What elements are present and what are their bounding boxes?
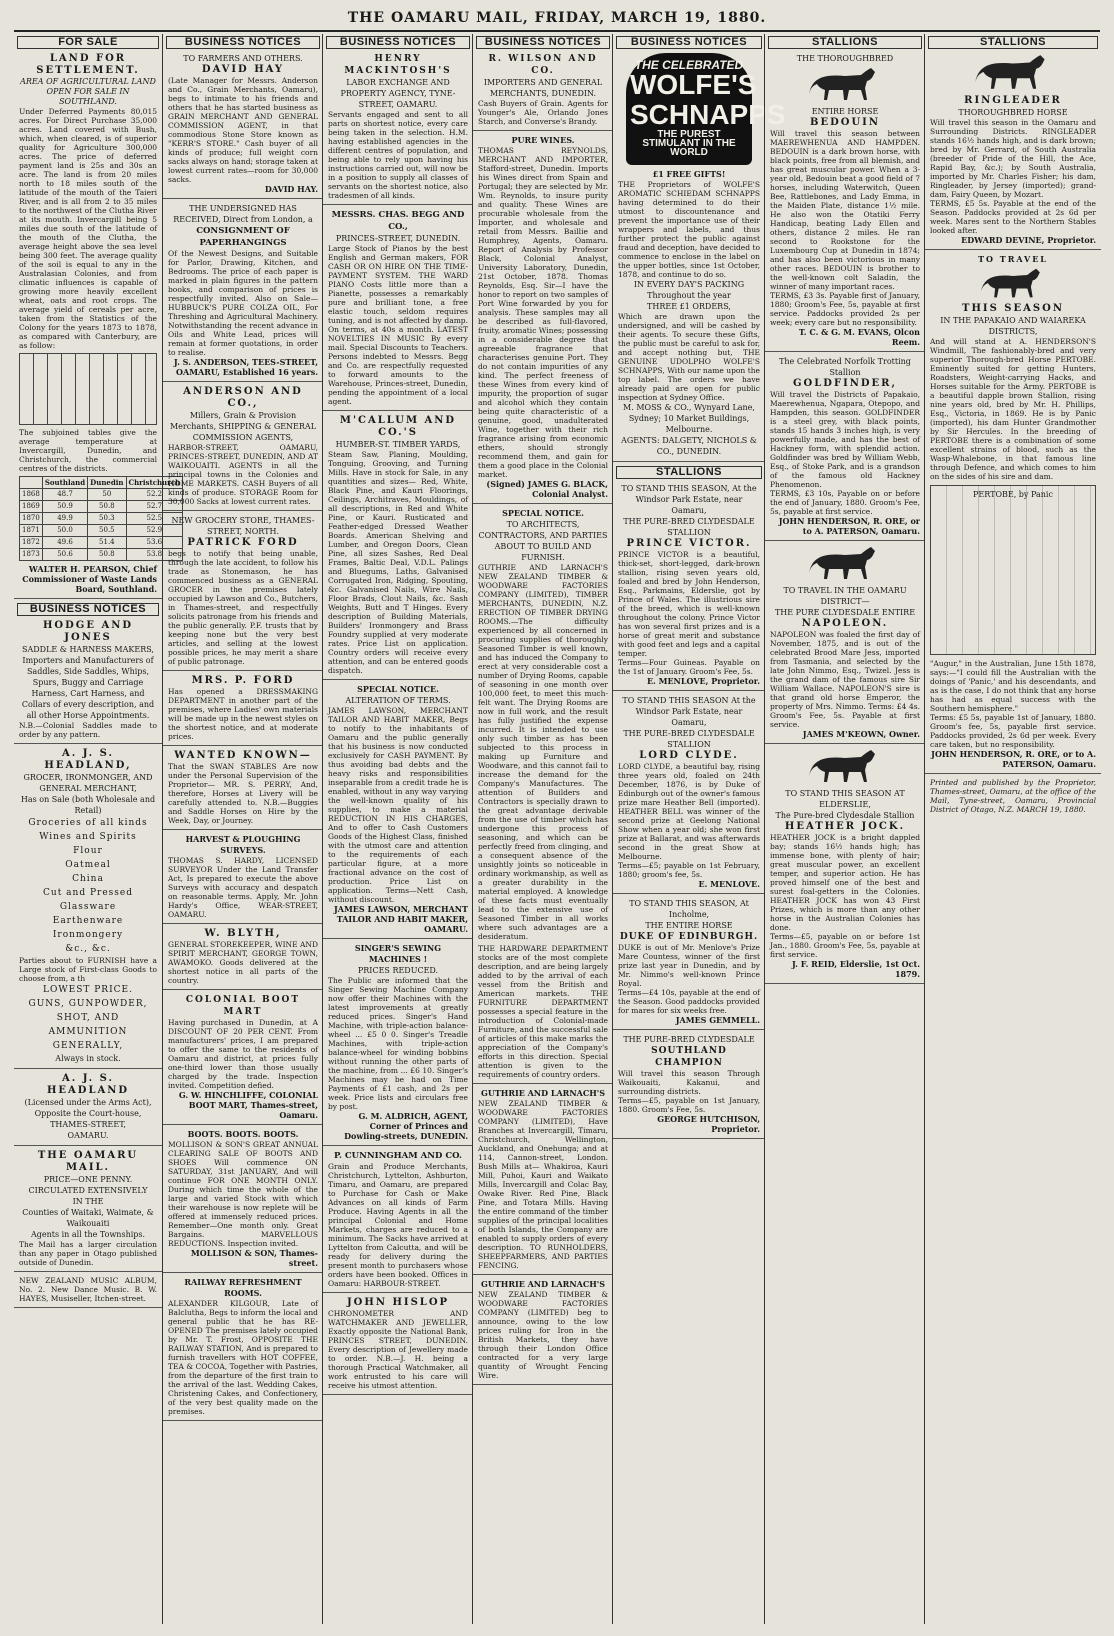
ad-title: RINGLEADER bbox=[964, 95, 1062, 106]
ad-title: BEDOUIN bbox=[810, 117, 880, 128]
ad-southland-champion bbox=[613, 1034, 765, 1139]
list-item: China bbox=[72, 874, 104, 884]
imprint: Printed and published by the Proprietor, Thames-street, Oamaru, at the office of the Mail, Tyne-street, Oamaru, Provincial District of Otago, N.Z. MARCH 19, 1880. bbox=[930, 778, 1096, 814]
ad-title: HODGE AND JONES bbox=[42, 620, 134, 643]
ad-land-settlement bbox=[14, 53, 181, 599]
table-cell: 53.6 bbox=[126, 537, 183, 549]
ad-lawson bbox=[323, 684, 473, 939]
ad-body: SADDLE & HARNESS MAKERS, Importers and Manufacturers of Saddles, Side Saddles, Whips, Spurs, Buggy and Carriage Harness, Cart Harness, and Collars of every description, and all other Horse Appointments. bbox=[21, 645, 155, 720]
ad-mrs-ford bbox=[163, 675, 323, 746]
ad-title: JOHN HISLOP bbox=[346, 1297, 450, 1308]
table-row bbox=[20, 537, 183, 549]
horse-icon bbox=[973, 267, 1053, 301]
ad-paperhangings bbox=[163, 203, 323, 382]
ad-body: "Augur," in the Australian, June 15th 1878, says:—"I could fill the Australian with the doings of 'Panic,' and his descendants, and as is the case, I do not think that any horse has had as equal success with the Southern hemisphere." bbox=[930, 659, 1096, 713]
ad-title: LAND FOR SETTLEMENT. bbox=[36, 53, 140, 76]
ad-emphasis: Always in stock. bbox=[55, 1054, 121, 1063]
column-stallions-2 bbox=[924, 34, 1101, 1624]
horse-icon bbox=[805, 66, 885, 104]
ad-lord-clyde bbox=[613, 695, 765, 894]
list-item: Agents in all the Townships. bbox=[30, 1230, 146, 1239]
yield-table-graphic bbox=[19, 353, 157, 425]
list-item: PRICE—ONE PENNY. bbox=[43, 1175, 133, 1184]
ad-pretitle: The Celebrated Norfolk Trotting Stallion bbox=[779, 357, 911, 377]
table-header: Dunedin bbox=[88, 477, 126, 489]
ad-body: HARBOR-STREET, OAMARU, PRINCES-STREET, DUNEDIN, AND AT WAIKOUAITI. AGENTS in all the principal towns in the Colonies and HOME MARKETS. CASH Buyers of all kinds of produce. STORAGE Room for 30,000 Sacks at lowest current rates. bbox=[168, 443, 318, 506]
ad-title: PURE WINES. bbox=[511, 135, 575, 145]
list-item: Flour bbox=[73, 846, 103, 856]
table-cell: 1871 bbox=[20, 525, 43, 537]
ad-body: THE HARDWARE DEPARTMENT stocks are of the most complete description, and are being largely added to by the arrival of each vessel from the British and American markets. THE FURNITURE DEPARTMENT possesses a special feature in the introduction of Colonial-made Furniture, and the successful sale of articles of this make marks the appreciation of the Company's efforts in this direction. Special attention is given to the requirements of country orders. bbox=[478, 944, 608, 1079]
column-stallions-1 bbox=[764, 34, 925, 1624]
ad-body: Will travel the Districts of Papakaio, Maerewhenua, Ngapara, Otepopo, and Hampden, this season. GOLDFINDER is a steel grey, with black points, stands 15 hands 3 inches high, is very powerfully made, and has the best of Hackney form, with splendid action. Goldfinder was bred by William Webb, Esq., of Stoke Park, and is a grandson of the famous old Hackney Phenomenon. bbox=[770, 390, 920, 489]
ad-pretitle: NEW GROCERY STORE, THAMES-STREET, NORTH. bbox=[171, 516, 315, 536]
banner-text: WOLFE'S SCHNAPPS bbox=[630, 69, 786, 130]
ad-body: HEATHER JOCK is a bright dappled bay; stands 16½ hands high; has immense bone, with plenty of hair; great muscular power, an excellent temper, and superior action. He has proved himself one of the best and surest foal-getters in the Colonies. HEATHER JOCK has won 43 First Prizes, which is more than any other horse in the Australian Colonies has done. bbox=[770, 833, 920, 932]
table-cell: 50.6 bbox=[42, 549, 87, 561]
ad-subtitle: PRICES REDUCED. bbox=[357, 966, 439, 975]
ad-pertobe bbox=[925, 254, 1101, 774]
ad-title: THIS SEASON bbox=[962, 303, 1064, 314]
ad-title: BOOTS. BOOTS. BOOTS. bbox=[187, 1129, 299, 1139]
ad-body: Under Deferred Payments 80,015 acres. For Direct Purchase 35,000 acres. Land covered with Bush, which, when cleared, is of superior quality for Agriculture 300,000 acres. The price of deferred payment land is 25s and 30s an acre. The land is from 20 miles north to 18 miles south of the latitude of the mouth of the Taieri River, and is all from 2 to 35 miles to the northwest of the Clutha River at its mouth. Invercargill being 5 miles due south of the latitude of the mouth of the Clutha, the average height above the sea level being 300 feet. The average quality of the soil is equal to any in the Australasian Colonies, and from climatic influences is capable of growing more heavily excellent wheat, oats and root crops. The average yield of cereals per acre, taken from the Statistics of the Colony for the years 1873 to 1878, as compared with Canterbury, are as follow: bbox=[19, 107, 157, 350]
masthead-rule bbox=[14, 30, 1100, 32]
ad-pretitle: TO STAND THIS SEASON, At the Windsor Park Estate, near Oamaru, bbox=[621, 484, 757, 515]
ad-title: MRS. P. FORD bbox=[191, 675, 295, 686]
list-item: THAMES-STREET, bbox=[50, 1120, 126, 1129]
ad-subtitle: AREA OF AGRICULTURAL LAND OPEN FOR SALE IN SOUTHLAND. bbox=[20, 77, 156, 106]
ad-title: GUTHRIE AND LARNACH'S bbox=[481, 1279, 605, 1289]
ad-subtitle: Millers, Grain & Provision Merchants, SHIPPING & GENERAL COMMISSION AGENTS, bbox=[169, 411, 317, 442]
table-row bbox=[20, 513, 183, 525]
ad-body: That the SWAN STABLES Are now under the Personal Supervision of the Proprietor— MR. S. PERRY, And, therefore, Horses at Livery will be carefully attended to. N.B.—Buggies and Saddle Horses on Hire by the Week, Day, or Journey. bbox=[168, 762, 318, 825]
ad-body: (Late Manager for Messrs. Anderson and Co., Grain Merchants, Oamaru), begs to intimate to his friends and others that he has started business as GRAIN MERCHANT AND GENERAL COMMISSION AGENT, in that commodious Stone Store known as "KERR'S STORE." Cash buyer of all kinds of produce; full weight corn sacks always on hand; storage taken at lowest current rates—room for 30,000 sacks. bbox=[168, 76, 318, 184]
ad-signature: JAMES M'KEOWN, Owner. bbox=[802, 729, 920, 739]
ad-body: Will travel this season between MAEREWHENUA AND HAMPDEN. BEDOUIN is a dark brown horse, with black points, free from all blemish, and has great muscular power. When a 3-year old, Bedouin beat a good field of 7 horses, including Waterwitch, Queen Bee, Rattlebones, and Lady Emma, in the Maiden Plate, distance 1½ mile. He also won the Otatiki Ferry Handicap, beating Lady Ellen and others, distance 2 miles. He ran second to Rookstone for the Luxembourg Cup at Dunedin in 1874; and has also been victorious in many other races. BEDOUIN is brother to the well-known colt Saladin, the winner of many important races. bbox=[770, 129, 920, 291]
ad-wolfes-schnapps bbox=[613, 53, 786, 462]
table-cell: 50.8 bbox=[88, 549, 126, 561]
ad-singer bbox=[323, 943, 473, 1146]
column-heading: STALLIONS bbox=[768, 36, 922, 49]
list-item: Groceries of all kinds bbox=[28, 818, 148, 828]
ad-signature: M. MOSS & CO., Wynyard Lane, Sydney; 10 Market Buildings, Melbourne. bbox=[623, 403, 755, 434]
ad-title: SOUTHLAND CHAMPION bbox=[651, 1046, 727, 1068]
ad-title: P. CUNNINGHAM AND CO. bbox=[334, 1151, 462, 1161]
table-row bbox=[20, 525, 183, 537]
ad-title: HEATHER JOCK. bbox=[784, 821, 906, 832]
table-header: Christchurch bbox=[126, 477, 183, 489]
masthead: THE OAMARU MAIL, FRIDAY, MARCH 19, 1880. bbox=[347, 10, 767, 26]
ad-body: THOMAS S. HARDY, LICENSED SURVEYOR Under the Land Transfer Act, Is prepared to execute the above Surveys with accuracy and despatch on reasonable terms. Apply, Mr. John Hardy's Office, WEAR-STREET, OAMARU. bbox=[168, 856, 318, 919]
ad-signature: JOHN HENDERSON, R. ORE, or to A. PATERSON, Oamaru. bbox=[778, 516, 920, 536]
ad-title: HENRY MACKINTOSH'S bbox=[344, 54, 452, 76]
ad-mackintosh bbox=[323, 53, 473, 205]
ad-subtitle: THE PURE-BRED CLYDESDALE bbox=[623, 1035, 755, 1044]
ad-title: CONSIGNMENT OF PAPERHANGINGS bbox=[196, 226, 290, 248]
ad-pretitle: TO STAND THIS SEASON At the Windsor Park Estate, near Oamaru, bbox=[622, 696, 756, 727]
ad-title: COLONIAL BOOT MART bbox=[185, 995, 301, 1017]
ad-title: DUKE OF EDINBURGH. bbox=[619, 932, 759, 942]
ad-title: GOLDFINDER, bbox=[793, 378, 897, 389]
schnapps-banner bbox=[626, 53, 786, 165]
ad-body: The Public are informed that the Singer Sewing Machine Company now offer their Machines with the latest improvements at greatly reduced prices. Singer's Hand Machine, with triple-action balance-wheel ... £5 0 0. Singer's Treadle Machines, with triple-action balance-wheel for winding bobbins without running the other parts of the machine, from ... £6 10. Singer's Machines may be had on Time Payments of £1 cash, and 2s per week. Price lists and circulars free by post. bbox=[328, 976, 468, 1111]
list-item: Ironmongery bbox=[52, 930, 124, 940]
ad-title: R. WILSON AND CO. bbox=[488, 54, 598, 76]
ad-body: NEW ZEALAND MUSIC ALBUM, No. 2. New Dance Music. B. W. HAYES, Musiseller, Itchen-street. bbox=[19, 1276, 157, 1303]
ad-oamaru-mail bbox=[14, 1150, 162, 1272]
ad-title: GUTHRIE AND LARNACH'S bbox=[481, 1088, 605, 1098]
ad-subtitle: IMPORTERS AND GENERAL MERCHANTS, DUNEDIN. bbox=[483, 78, 603, 98]
ad-begg bbox=[323, 209, 473, 411]
table-cell: 1868 bbox=[20, 489, 43, 501]
ad-title: ANDERSON AND CO., bbox=[183, 386, 303, 409]
table-cell: 49.6 bbox=[42, 537, 87, 549]
ad-guthrie-branches bbox=[473, 1088, 613, 1275]
ad-body: Which are drawn upon the undersigned, and will be cashed by their agents. To secure these Gifts, the public must be careful to ask for, and accept nothing but, THE GENUINE UDOLPHO WOLFE'S SCHNAPPS, With our name upon the top label. The orders we have already paid are open for public inspection at Sydney Office. bbox=[618, 312, 760, 402]
table-cell: 52.7 bbox=[126, 501, 183, 513]
ad-subtitle: ENTIRE HORSE bbox=[811, 107, 879, 116]
column-heading: STALLIONS bbox=[616, 466, 762, 479]
ad-subtitle: HUMBER-ST. TIMBER YARDS, bbox=[335, 440, 461, 449]
table-header bbox=[20, 477, 43, 489]
ad-terms: TERMS, £3 10s, Payable on or before the end of January, 1880. Groom's Fee, 5s, payable at first service. bbox=[770, 489, 920, 516]
list-item: OAMARU. bbox=[67, 1131, 109, 1140]
column-heading: BUSINESS NOTICES bbox=[326, 36, 470, 49]
list-item: CIRCULATED EXTENSIVELY bbox=[28, 1186, 148, 1195]
ad-emphasis: GUNS, GUNPOWDER, SHOT, AND AMMUNITION GENERALLY, bbox=[28, 999, 148, 1051]
ad-swan-stables bbox=[163, 750, 323, 830]
ad-signature: WALTER H. PEARSON, Chief Commissioner of Waste Lands Board, Southland. bbox=[22, 564, 157, 594]
ad-subtitle: (Licensed under the Arms Act), bbox=[24, 1098, 152, 1107]
list-item: Earthenware bbox=[52, 916, 124, 926]
list-item: Counties of Waitaki, Waimate, & Waikouaiti bbox=[22, 1208, 154, 1228]
list-item: IN THE bbox=[72, 1197, 104, 1206]
ad-boot-mart bbox=[163, 994, 323, 1125]
ad-body: NEW ZEALAND TIMBER & WOODWARE FACTORIES COMPANY (LIMITED), Have Branches at Invercargill, Timaru, Christchurch, Wellington, Auckland, and Onehunga; and at 114, Cannon-street, London. Bush Mills at— Whakiroa, Kauri Mill, Puhoi, Kauri and Waikato Mills, Invercargill and Colac Bay, Owake River. Red Pine, Black Pine, and Totara Mills. Having the entire command of the timber supplies of the principal localities of both Islands, the Company are enabled to supply orders of every description. TO RUNHOLDERS, SHEEPFARMERS, AND PARTIES FENCING. bbox=[478, 1099, 608, 1270]
ad-terms: Terms: £5 5s, payable 1st of January, 1880. Groom's fee, 5s, payable first service. Paddocks provided, 2s 6d per week. Every care taken, but no responsibility. bbox=[930, 713, 1096, 749]
banner-text: THE PUREST STIMULANT IN THE WORLD bbox=[642, 129, 736, 158]
ad-body: Has opened a DRESSMAKING DEPARTMENT in another part of the premises, where Ladies' own materials will be made up in the newest styles on the shortest notice, and at moderate prices. bbox=[168, 687, 319, 741]
temperature-table bbox=[19, 476, 183, 561]
ad-headland bbox=[14, 748, 162, 1069]
table-cell: 49.9 bbox=[42, 513, 87, 525]
ad-title: THE OAMARU MAIL. bbox=[37, 1150, 139, 1173]
ad-body: DUKE is out of Mr. Menlove's Prize Mare Countess, winner of the first prize last year in Dunedin, and by Mr. Nimmo's well-known Prince Royal. bbox=[618, 943, 760, 988]
ad-body: Steam Saw, Planing, Moulding, Tonguing, Grooving, and Turning Mills. Have in stock for Sale, in any quantities and sizes— Red, White, Black Pine, and Kauri Floorings, Ceilings, Architraves, Mouldings, of all descriptions, in Red and White Pine, or Kauri. Rusticated and Feather-edged Dressed Weather Boards. American Shelving and Lumber, and Oregon Doors, Clean Pine, all sizes Sashes, Red Deal Frames, Baltic Deal, V.D.L. Palings and Bluegums, Laths, Galvanised Corrugated Iron, Ridging, Spouting, &c. Galvanised Nails, Wire Nails, Floor Brads, Clout Nails, &c. Sash Weights, Butt and T Hinges. Every description of Building Materials, Builders' Ironmongery and Brass Foundry supplied at very moderate rates. Price List on application. Country orders will receive every attention, and can be entered goods dispatch. bbox=[328, 450, 468, 675]
ad-blyth bbox=[163, 928, 323, 990]
ad-body: Will travel this season in the Oamaru and Surrounding Districts. RINGLEADER stands 16½ hands high, and is dark brown; bred by Mr. Gerrard, of South Australia (breeder of Pride of the Hill, the Ace, Rapid Bay, &c.); by South Australia, imported by Mr. Charles Fisher; his dam, Ringleader, by Jersey (imported); grand-dam, Fairy Queen, by Mozart. bbox=[930, 118, 1096, 199]
ad-signature: MOLLISON & SON, Thames-street. bbox=[190, 1248, 318, 1268]
table-row bbox=[20, 549, 183, 561]
ad-title: A. J. S. HEADLAND bbox=[46, 1073, 130, 1096]
ad-signature: JAMES GEMMELL. bbox=[675, 1015, 760, 1025]
column-business-5 bbox=[612, 34, 786, 1624]
ad-bedouin bbox=[765, 53, 925, 352]
table-cell: 1872 bbox=[20, 537, 43, 549]
ad-terms: Terms—£5, payable on or before 1st Jan., 1880. Groom's Fee, 5s, payable at first service. bbox=[770, 932, 920, 959]
ad-subtitle: PRINCES-STREET, DUNEDIN. bbox=[335, 234, 461, 243]
ad-body: Servants engaged and sent to all parts on shortest notice, every care being taken in the selection. H.M. having established agencies in the different centres of population, and being able to rely upon having his instructions carried out, will now be in a position to supply all classes of servants on the shortest notice, also tradesmen of all kinds. bbox=[328, 110, 468, 200]
ad-signature: JOHN HENDERSON, R. ORE, or to A. PATERSON, Oamaru. bbox=[931, 749, 1096, 769]
list-item: Oatmeal bbox=[65, 860, 111, 870]
ad-body: GENERAL STOREKEEPER, WINE AND SPIRIT MERCHANT, GEORGE TOWN, AWAMOKO. Goods delivered at the shortest notice in all parts of the country. bbox=[168, 940, 318, 985]
ad-subtitle: IN THE PAPAKAIO AND WAIAREKA DISTRICTS, bbox=[940, 316, 1086, 336]
table-cell: 48.7 bbox=[42, 489, 87, 501]
ad-body: THE Proprietors of WOLFE'S AROMATIC SCHIEDAM SCHNAPPS having determined to do their utmost to discountenance and prevent the importance use of their wrappers and labels, and thus further protect the public against fraud and deception, have decided to commence to enclose in the label on the upper bottles, since 1st October, 1878, and continue to do so. bbox=[618, 180, 760, 279]
ad-body: GUTHRIE AND LARNACH'S NEW ZEALAND TIMBER & WOODWARE FACTORIES COMPANY (LIMITED), TIMBER MERCHANTS, DUNEDIN, N.Z. ERECTION OF TIMBER DRYING ROOMS.—The difficulty experienced by all concerned in procuring supplies of thoroughly Seasoned Timber is well known, and has induced the Company to erect at very considerable cost a number of Drying Rooms, capable of seasoning in one month over 100,000 feet, to meet this much-felt want. The Drying Rooms are now in full work, and the result has fully justified the expense incurred. It is intended to use only such timber as has been subjected to this process in making up Furniture and Woodware, and this cannot fail to increase the demand for the Company's Manufactures. The attention of Builders and Contractors is specially drawn to the great advantage derivable from the use of timber which has undergone this process of seasoning, and which can be perfectly freed from clinging, and a consequent absence of the unsightly joints so noticeable in ordinary workmanship, as well as a greater durability in the material employed. A knowledge of these facts must eventually lead to the extensive use of Seasoned Timber in all works where such advantages are a desideratum. bbox=[478, 563, 608, 941]
ad-subtitle: THE PURE-BRED CLYDESDALE STALLION bbox=[623, 517, 755, 537]
ad-title: SPECIAL NOTICE. bbox=[357, 684, 439, 694]
ad-agents: AGENTS: DALGETY, NICHOLS & CO., DUNEDIN. bbox=[621, 436, 757, 456]
ad-body: CHRONOMETER AND WATCHMAKER AND JEWELLER, Exactly opposite the National Bank, PRINCES STREET, DUNEDIN. Every description of Jewellery made to order. N.B.—J. H. being a thorough Practical Watchmaker, all work entrusted to his care will receive his utmost attention. bbox=[328, 1309, 468, 1390]
column-heading: BUSINESS NOTICES bbox=[476, 36, 610, 49]
column-heading: BUSINESS NOTICES bbox=[166, 36, 320, 49]
ad-signature: J. F. REID, Elderslie, 1st Oct. 1879. bbox=[791, 959, 920, 979]
ad-signature: GEORGE HUTCHISON, Proprietor. bbox=[657, 1114, 760, 1134]
table-cell: 51.4 bbox=[88, 537, 126, 549]
ad-duke-of-edinburgh bbox=[613, 898, 765, 1030]
ad-subtitle: THE PURE CLYDESDALE ENTIRE bbox=[774, 608, 916, 617]
ad-signature: T. C. & G. M. EVANS, Olcon Reem. bbox=[798, 327, 920, 347]
table-row bbox=[20, 489, 183, 501]
ad-title: SINGER'S SEWING MACHINES ! bbox=[354, 943, 442, 964]
table-cell: 52.9 bbox=[126, 525, 183, 537]
ad-subtitle: ALTERATION OF TERMS. bbox=[345, 696, 451, 705]
list-item: Has on Sale (both Wholesale and Retail) bbox=[20, 795, 156, 815]
list-item: &c., &c. bbox=[65, 944, 111, 954]
horse-icon bbox=[805, 748, 885, 786]
ad-pretitle: THE THOROUGHBRED bbox=[796, 54, 894, 63]
ad-subtitle: LABOR EXCHANGE AND PROPERTY AGENCY, TYNE-STREET, OAMARU. bbox=[340, 78, 456, 109]
pedigree-title: PERTOBE, by Panic bbox=[973, 490, 1053, 499]
ad-body: MOLLISON & SON'S GREAT ANNUAL CLEARING SALE OF BOOTS AND SHOES Will commence ON SATURDAY, 31st JANUARY, And will continue FOR ONE MONTH ONLY. During which time the whole of the large and varied Stock with which their warehouse is now replete will be offered at immensely reduced prices. Remember—One month only. Great Bargains. MARVELLOUS REDUCTIONS. Inspection invited. bbox=[168, 1140, 318, 1248]
ad-body: PRINCE VICTOR is a beautiful, thick-set, short-legged, dark-brown stallion, rising seven years old, foaled and bred by John Henderson, Esq., Parkmains, Elderslie, got by Prince of Wales. The illustrious sire of the breed, which is well-known throughout the colony. Prince Victor has won several first prizes and is a horse of great merit and substance with good feet and legs and a capital temper. bbox=[618, 550, 760, 658]
ad-body: Cash Buyers of Grain. Agents for Younger's Ale, Orlando Jones Starch, and Converse's Brandy. bbox=[478, 99, 608, 126]
ad-goldfinder bbox=[765, 356, 925, 541]
ad-title: PATRICK FORD bbox=[187, 537, 299, 548]
ad-title: PRINCE VICTOR. bbox=[626, 538, 752, 549]
ad-title: M'CALLUM AND CO.'S bbox=[339, 415, 457, 438]
ad-title: SPECIAL NOTICE. bbox=[502, 508, 584, 518]
ad-signature: E. MENLOVE, Proprietor. bbox=[646, 676, 760, 686]
table-header: Southland bbox=[42, 477, 87, 489]
ad-hodge-jones bbox=[14, 620, 162, 744]
column-heading: BUSINESS NOTICES bbox=[616, 36, 762, 49]
ad-title: £1 FREE GIFTS! bbox=[652, 169, 726, 179]
ad-signature: JAMES LAWSON, MERCHANT TAILOR AND HABIT MAKER, OAMARU. bbox=[333, 904, 468, 934]
table-cell: 1870 bbox=[20, 513, 43, 525]
ad-title: MESSRS. CHAS. BEGG AND CO., bbox=[331, 210, 465, 232]
ad-title: RAILWAY REFRESHMENT ROOMS. bbox=[184, 1277, 302, 1298]
ad-signature: (Signed) JAMES G. BLACK, Colonial Analyst. bbox=[486, 479, 608, 499]
ad-ringleader bbox=[925, 53, 1101, 250]
ad-subtitle: THE ENTIRE HORSE bbox=[645, 921, 733, 930]
table-row bbox=[20, 501, 183, 513]
ad-body: Grain and Produce Merchants, Christchurch, Lyttelton, Ashburton, Timaru, and Oamaru, are prepared to Purchase for Cash or Make Advances on all kinds of Farm Produce. Having Agents in all the principal Colonial and Home Markets, charges are reduced to a minimum. The Sacks have arrived at Lyttelton from Calcutta, and will be ready for delivery during the present month to purchasers whose orders have been booked. Offices in Oamaru: HARBOUR-STREET. bbox=[328, 1162, 468, 1288]
table-cell: 50 bbox=[88, 489, 126, 501]
list-item: THREE £1 ORDERS, bbox=[647, 302, 731, 311]
ad-hislop bbox=[323, 1297, 473, 1395]
ad-refreshment-rooms bbox=[163, 1277, 323, 1421]
horse-icon bbox=[805, 545, 885, 583]
ad-music-album bbox=[14, 1276, 162, 1308]
ad-title: WANTED KNOWN— bbox=[174, 750, 312, 761]
ad-title: A. J. S. HEADLAND, bbox=[44, 748, 132, 771]
ad-signature: E. MENLOVE. bbox=[698, 879, 760, 889]
ad-subtitle: THE PURE-BRED CLYDESDALE STALLION bbox=[623, 729, 755, 749]
ad-body: NEW ZEALAND TIMBER & WOODWARE FACTORIES COMPANY (LIMITED) beg to announce, owing to the low prices ruling for Iron in the British Markets, they have through their London Office contracted for a very large quantity of Wrought Fencing Wire. bbox=[478, 1290, 608, 1380]
ad-patrick-ford bbox=[163, 515, 323, 671]
column-heading: BUSINESS NOTICES bbox=[17, 603, 159, 616]
ad-pretitle: TO STAND THIS SEASON AT ELDERSLIE, bbox=[785, 789, 905, 809]
ad-pretitle: THE UNDERSIGNED HAS RECEIVED, Direct from London, a bbox=[173, 204, 313, 224]
table-cell: 50.8 bbox=[88, 501, 126, 513]
table-cell: 1873 bbox=[20, 549, 43, 561]
ad-guthrie-larnach bbox=[473, 508, 613, 1084]
ad-subtitle: TO ARCHITECTS, CONTRACTORS, AND PARTIES ABOUT TO BUILD AND FURNISH. bbox=[478, 520, 608, 562]
ad-pretitle: TO STAND THIS SEASON, At Incholme, bbox=[629, 899, 749, 919]
column-business-3 bbox=[322, 34, 473, 1624]
table-cell: 52.2 bbox=[126, 489, 183, 501]
ad-terms: Terms—£5; payable on 1st February, 1880; groom's fee, 5s. bbox=[618, 861, 760, 879]
ad-pure-wines bbox=[473, 135, 613, 504]
ad-signature: G. M. ALDRICH, AGENT, Corner of Princes and Dowling-streets, DUNEDIN. bbox=[344, 1111, 468, 1141]
ad-terms: TERMS, £5 5s. Payable at the end of the Season. Paddocks provided at 2s 6d per week. Mares sent to the Northern Stables looked after. bbox=[930, 199, 1096, 235]
ad-body: ALEXANDER KILGOUR, Late of Balclutha, Begs to inform the local and general public that he has RE-OPENED The premises lately occupied by Mr. T. Frost, OPPOSITE THE RAILWAY STATION, And is prepared to furnish travellers with HOT COFFEE, TEA & COCOA, Together with Pastries, from the departure of the first train to the arrival of the last. Wedding Cakes, Christening Cakes, and Confectionery, of the very best quality made on the premises. bbox=[168, 1299, 318, 1416]
ad-subtitle: GROCER, IRONMONGER, AND GENERAL MERCHANT, bbox=[23, 773, 153, 793]
pedigree-chart bbox=[930, 485, 1096, 655]
ad-body: JAMES LAWSON, MERCHANT TAILOR AND HABIT MAKER, Begs to notify to the inhabitants of Oamaru and the public generally that his business is now conducted exclusively for CASH PAYMENT. By thus avoiding bad debts and the heavy risks and responsibilities inseparable from a credit trade he is enabled, without in any way varying the well-known quality of his supplies, to make a material REDUCTION IN HIS CHARGES, And to offer to Cash Customers Goods of the Highest Class, finished with the utmost care and attention to the requirements of each particular figure, at a more fractional advance on the cost of production. Price List on application. Terms—Nett Cash, without discount. bbox=[328, 706, 468, 904]
column-business-4 bbox=[472, 34, 613, 1624]
horse-icon bbox=[968, 53, 1058, 93]
ad-pretitle: TO TRAVEL IN THE OAMARU DISTRICT— bbox=[783, 586, 907, 606]
ad-heather-jock bbox=[765, 748, 925, 984]
column-heading: FOR SALE bbox=[17, 36, 159, 49]
ad-wilson bbox=[473, 53, 613, 131]
table-cell: 50.9 bbox=[42, 501, 87, 513]
ad-title: HARVEST & PLOUGHING SURVEYS. bbox=[185, 834, 301, 855]
ad-body: LORD CLYDE, a beautiful bay, rising three years old, foaled on 24th December, 1876, is by Duke of Edinburgh out of the owner's famous prize mare Heather Bell (imported). HEATHER BELL was winner of the second prize at Geelong National Show when a year old; she won first prize at Ballarat, and was afterwards second in the great Show at Melbourne. bbox=[618, 762, 760, 861]
ad-mccallum bbox=[323, 415, 473, 680]
ad-headland-arms bbox=[14, 1073, 162, 1146]
ad-prince-victor bbox=[613, 483, 765, 691]
list-item: Wines and Spirits bbox=[39, 832, 137, 842]
ad-body: Having purchased in Dunedin, at A DISCOUNT OF 20 PER CENT. From manufacturers' prices, I am prepared to offer the same to the residents of Oamaru and district, at prices fully one-third lower than those usually charged by the trade. Inspection invited. Competition defied. bbox=[168, 1018, 318, 1090]
ad-terms: TERMS, £3 3s. Payable first of January, 1880; Groom's Fee, 5s, payable at first service. Paddocks provided 2s per week; every care but no responsibility. bbox=[770, 291, 920, 327]
ad-signature: G. W. HINCHLIFFE, COLONIAL BOOT MART, Thames-street, Oamaru. bbox=[178, 1090, 318, 1120]
ad-body: Of the Newest Designs, and Suitable for Parlor, Drawing, Kitchen, and Bedrooms. The price of each paper is marked in plain figures in the pattern books, and comparison of prices is respectfully invited. Also on Sale— HUBBUCK'S PURE COLZA OIL, For Threshing and Agricultural Machinery. Notwithstanding the recent advance in Oils and White Lead, prices will remain at former quotations, in order to realise. bbox=[168, 249, 318, 357]
ad-emphasis: LOWEST PRICE. bbox=[43, 985, 133, 995]
ad-napoleon bbox=[765, 545, 925, 744]
ad-title: NAPOLEON. bbox=[801, 618, 889, 629]
ad-body: begs to notify that being unable, through the late accident, to follow his trade as Stonemason, he has commenced business as a GENERAL GROCER in the premises lately occupied by Lawson and Co., Butchers, in Thames-street, and respectfully solicits patronage from his friends and the public generally. P.F. trusts that by keeping none but the very best articles, and selling at the lowest possible prices, he may merit a share of public patronage. bbox=[168, 549, 318, 666]
table-cell: 52.5 bbox=[126, 513, 183, 525]
ad-body: Parties about to FURNISH have a Large stock of First-class Goods to choose from, a th bbox=[19, 956, 157, 983]
ad-pretitle: TO FARMERS AND OTHERS. bbox=[183, 54, 303, 63]
ad-mollison bbox=[163, 1129, 323, 1273]
ad-cunningham bbox=[323, 1150, 473, 1293]
column-business-2 bbox=[162, 34, 323, 1624]
list-item: IN EVERY DAY'S PACKING bbox=[633, 280, 745, 289]
table-cell: 53.8 bbox=[126, 549, 183, 561]
ad-body: Will travel this season Through Waikouaiti, Kakanui, and surrounding districts. bbox=[618, 1069, 760, 1096]
ad-body: Large Stock of Pianos by the best English and German makers, FOR CASH OR ON HIRE ON THE TIME-PAYMENT SYSTEM. THE WARD PIANO Costs little more than a Pianette, possesses a remarkably pure and brilliant tone, a free elastic touch, seldom requires tuning, and is not affected by damp. On terms, at 40s a month. LATEST NOVELTIES IN MUSIC By every mail. Special Discounts to Teachers. Persons indebted to Messrs. Begg and Co. are respectfully requested to forward amounts to the Warehouse, Princes-street, Dunedin, pending the appointment of a local agent. bbox=[328, 244, 468, 406]
ad-title: LORD CLYDE. bbox=[639, 750, 739, 761]
table-cell: 50.5 bbox=[88, 525, 126, 537]
ad-terms: Terms—£4 10s, payable at the end of the Season. Good paddocks provided for mares for six weeks free. bbox=[618, 988, 760, 1015]
ad-subtitle: THOROUGHBRED HORSE bbox=[958, 108, 1068, 117]
table-cell: 1869 bbox=[20, 501, 43, 513]
ad-title: W. BLYTH, bbox=[204, 928, 282, 939]
ad-title: DAVID HAY bbox=[201, 64, 285, 75]
banner-text: THE CELEBRATED bbox=[634, 58, 744, 72]
ad-terms: Terms—Four Guineas. Payable on the 1st of January. Groom's Fee, 5s. bbox=[618, 658, 760, 676]
ad-terms: Terms—£5, payable on 1st January, 1880. Groom's Fee, 5s. bbox=[618, 1096, 760, 1114]
ad-signature: EDWARD DEVINE, Proprietor. bbox=[961, 235, 1096, 245]
list-item: Opposite the Court-house, bbox=[34, 1109, 142, 1118]
table-cell: 50.3 bbox=[88, 513, 126, 525]
ad-body: THOMAS REYNOLDS, MERCHANT AND IMPORTER, Stafford-street, Dunedin. Imports his Wines direct from Spain and Portugal; they are selected by Mr. Wm. Reynolds, to insure purity and quality. These Wines are procurable wholesale from the Importer, and wholesale and retail from Messrs. Baillie and Humphrey, Agents, Oamaru. Report of Analysis by Professor Black, Colonial Analyst, University Laboratory, Dunedin, 21st October, 1878. Thomas Reynolds, Esq. Sir—I have the honor to report on two samples of Port Wine forwarded by you for analysis. These samples may all be described as full-flavored, fruity, aromatic Wines; possessing in a considerable degree that agreeable fragrance that characterises genuine Port. They do not contain impurities of any kind. The perfect freeness of these Wines from every kind of impurity, the proportion of sugar and alcohol which they contain being quite characteristic of a genuine, good, unadulterated Wine, together with their rich fragrance arising from economic ethers, should strongly recommend them, and gain for them a good place in the Colonial market. bbox=[478, 146, 608, 479]
ad-anderson bbox=[163, 386, 323, 511]
column-heading: STALLIONS bbox=[928, 36, 1098, 49]
ad-body: The Mail has a larger circulation than any paper in Otago published outside of Dunedin. bbox=[19, 1240, 157, 1267]
ad-body: NAPOLEON was foaled the first day of November, 1875, and is out of the celebrated Brood Mare Jess, imported from Tasmania, and selected by the late John Nimmo, Esq., Twizel. Jess is the grand dam of the famous sire Sir William Wallace. NAPOLEON'S sire is that grand old horse Emperor, the property of Mrs. Nimmo. Terms: £4 4s. Groom's Fee, 5s. Payable at first service. bbox=[770, 630, 920, 729]
ad-body: And will stand at A. HENDERSON'S Windmill, The fashionably-bred and very superior Thorough-bred Horse PERTOBE. Eminently suited for getting Hunters, Roadsters, Weight-carrying Hacks, and Horses suitable for the Army. PERTOBE is a beautiful dapple brown Stallion, rising nine years old, bred by Mr. H. Phillips, Esq., Victoria, in 1869. He is by Panic (imported), his dam Hunter Grandmother by Sir Hercules. In the breeding of PERTOBE there is a combination of some excellent strains of blood, such as the Wasp-Whalebone, in that famous line through Defence, and which comes to him on the sides of his sire and dam. bbox=[930, 337, 1096, 481]
column-for-sale bbox=[14, 34, 181, 1624]
ad-hardy-surveys bbox=[163, 834, 323, 924]
ad-pretitle: TO TRAVEL bbox=[978, 254, 1048, 264]
ad-signature: J. S. ANDERSON, TEES-STREET, OAMARU, Established 16 years. bbox=[173, 357, 318, 377]
ad-david-hay bbox=[163, 53, 323, 199]
table-cell: 50.0 bbox=[42, 525, 87, 537]
ad-subtitle: The Pure-bred Clydesdale Stallion bbox=[775, 811, 915, 820]
ad-signature: DAVID HAY. bbox=[264, 184, 318, 194]
list-item: Throughout the year bbox=[647, 291, 731, 300]
ad-guthrie-fencing bbox=[473, 1279, 613, 1385]
ad-footnote: N.B.—Colonial Saddles made to order by any pattern. bbox=[19, 721, 157, 739]
list-item: Cut and Pressed Glassware bbox=[43, 888, 133, 912]
ad-body-note: The subjoined tables give the average temperature at Invercargill, Dunedin, and Christchurch, the commercial centres of the districts. bbox=[19, 428, 157, 473]
